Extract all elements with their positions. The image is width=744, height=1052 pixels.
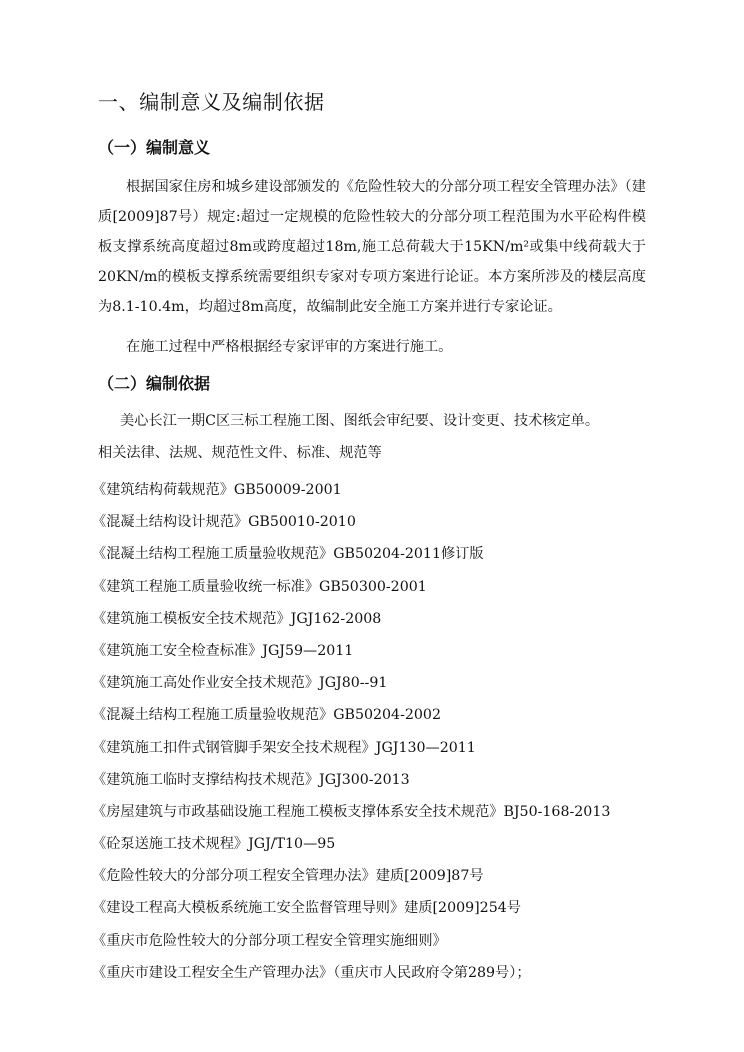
reference-item: 《建设工程高大模板系统施工安全监督管理导则》建质[2009]254号 (92, 900, 521, 917)
reference-item: 《危险性较大的分部分项工程安全管理办法》建质[2009]87号 (92, 868, 484, 885)
significance-paragraph-2: 在施工过程中严格根据经专家评审的方案进行施工。 (126, 339, 453, 355)
reference-item: 《建筑施工安全检查标准》JGJ59—2011 (92, 642, 354, 659)
reference-item: 《房屋建筑与市政基础设施工程施工模板支撑体系安全技术规范》BJ50-168-2013 (92, 803, 611, 820)
section-title-basis: （二）编制依据 (98, 374, 211, 393)
reference-item: 《砼泵送施工技术规程》JGJ/T10—95 (92, 836, 336, 853)
reference-item: 《建筑施工模板安全技术规范》JGJ162-2008 (92, 610, 382, 627)
reference-item: 《建筑施工扣件式钢管脚手架安全技术规程》JGJ130—2011 (92, 739, 476, 756)
significance-paragraph-1: 根据国家住房和城乡建设部颁发的《危险性较大的分部分项工程安全管理办法》（建质[2009]87号）规定:超过一定规模的危险性较大的分部分项工程范围为水平砼构件模板支撑系统高度超过8m或跨度超过18m,施工总荷载大于15KN/m²或集中线荷载大于20KN/m的模板支撑系统需要组织专家对专项方案进行论证。本方案所涉及的楼层高度为8.1-10.4m，均超过8m高度，故编制此安全施工方案并进行专家论证。 (98, 179, 646, 315)
reference-list (92, 474, 672, 989)
section-title-significance: （一）编制意义 (98, 138, 211, 157)
reference-item: 《建筑施工高处作业安全技术规范》JGJ80--91 (92, 675, 388, 692)
basis-line-2: 相关法律、法规、规范性文件、标准、规范等 (98, 445, 382, 461)
reference-item: 《混凝土结构工程施工质量验收规范》GB50204-2011修订版 (92, 546, 484, 563)
basis-line-1: 美心长江一期C区三标工程施工图、图纸会审纪要、设计变更、技术核定单。 (120, 413, 600, 429)
reference-item: 《建筑工程施工质量验收统一标准》GB50300-2001 (92, 578, 427, 595)
reference-item: 《混凝土结构设计规范》GB50010-2010 (92, 514, 356, 531)
reference-item: 《混凝土结构工程施工质量验收规范》GB50204-2002 (92, 707, 441, 724)
reference-item: 《重庆市建设工程安全生产管理办法》（重庆市人民政府令第289号）； (92, 964, 531, 981)
reference-item: 《重庆市危险性较大的分部分项工程安全管理实施细则》 (92, 932, 447, 949)
reference-item: 《建筑施工临时支撑结构技术规范》JGJ300-2013 (92, 771, 410, 788)
reference-item: 《建筑结构荷载规范》GB50009-2001 (92, 482, 342, 498)
main-heading: 一、编制意义及编制依据 (98, 90, 325, 114)
